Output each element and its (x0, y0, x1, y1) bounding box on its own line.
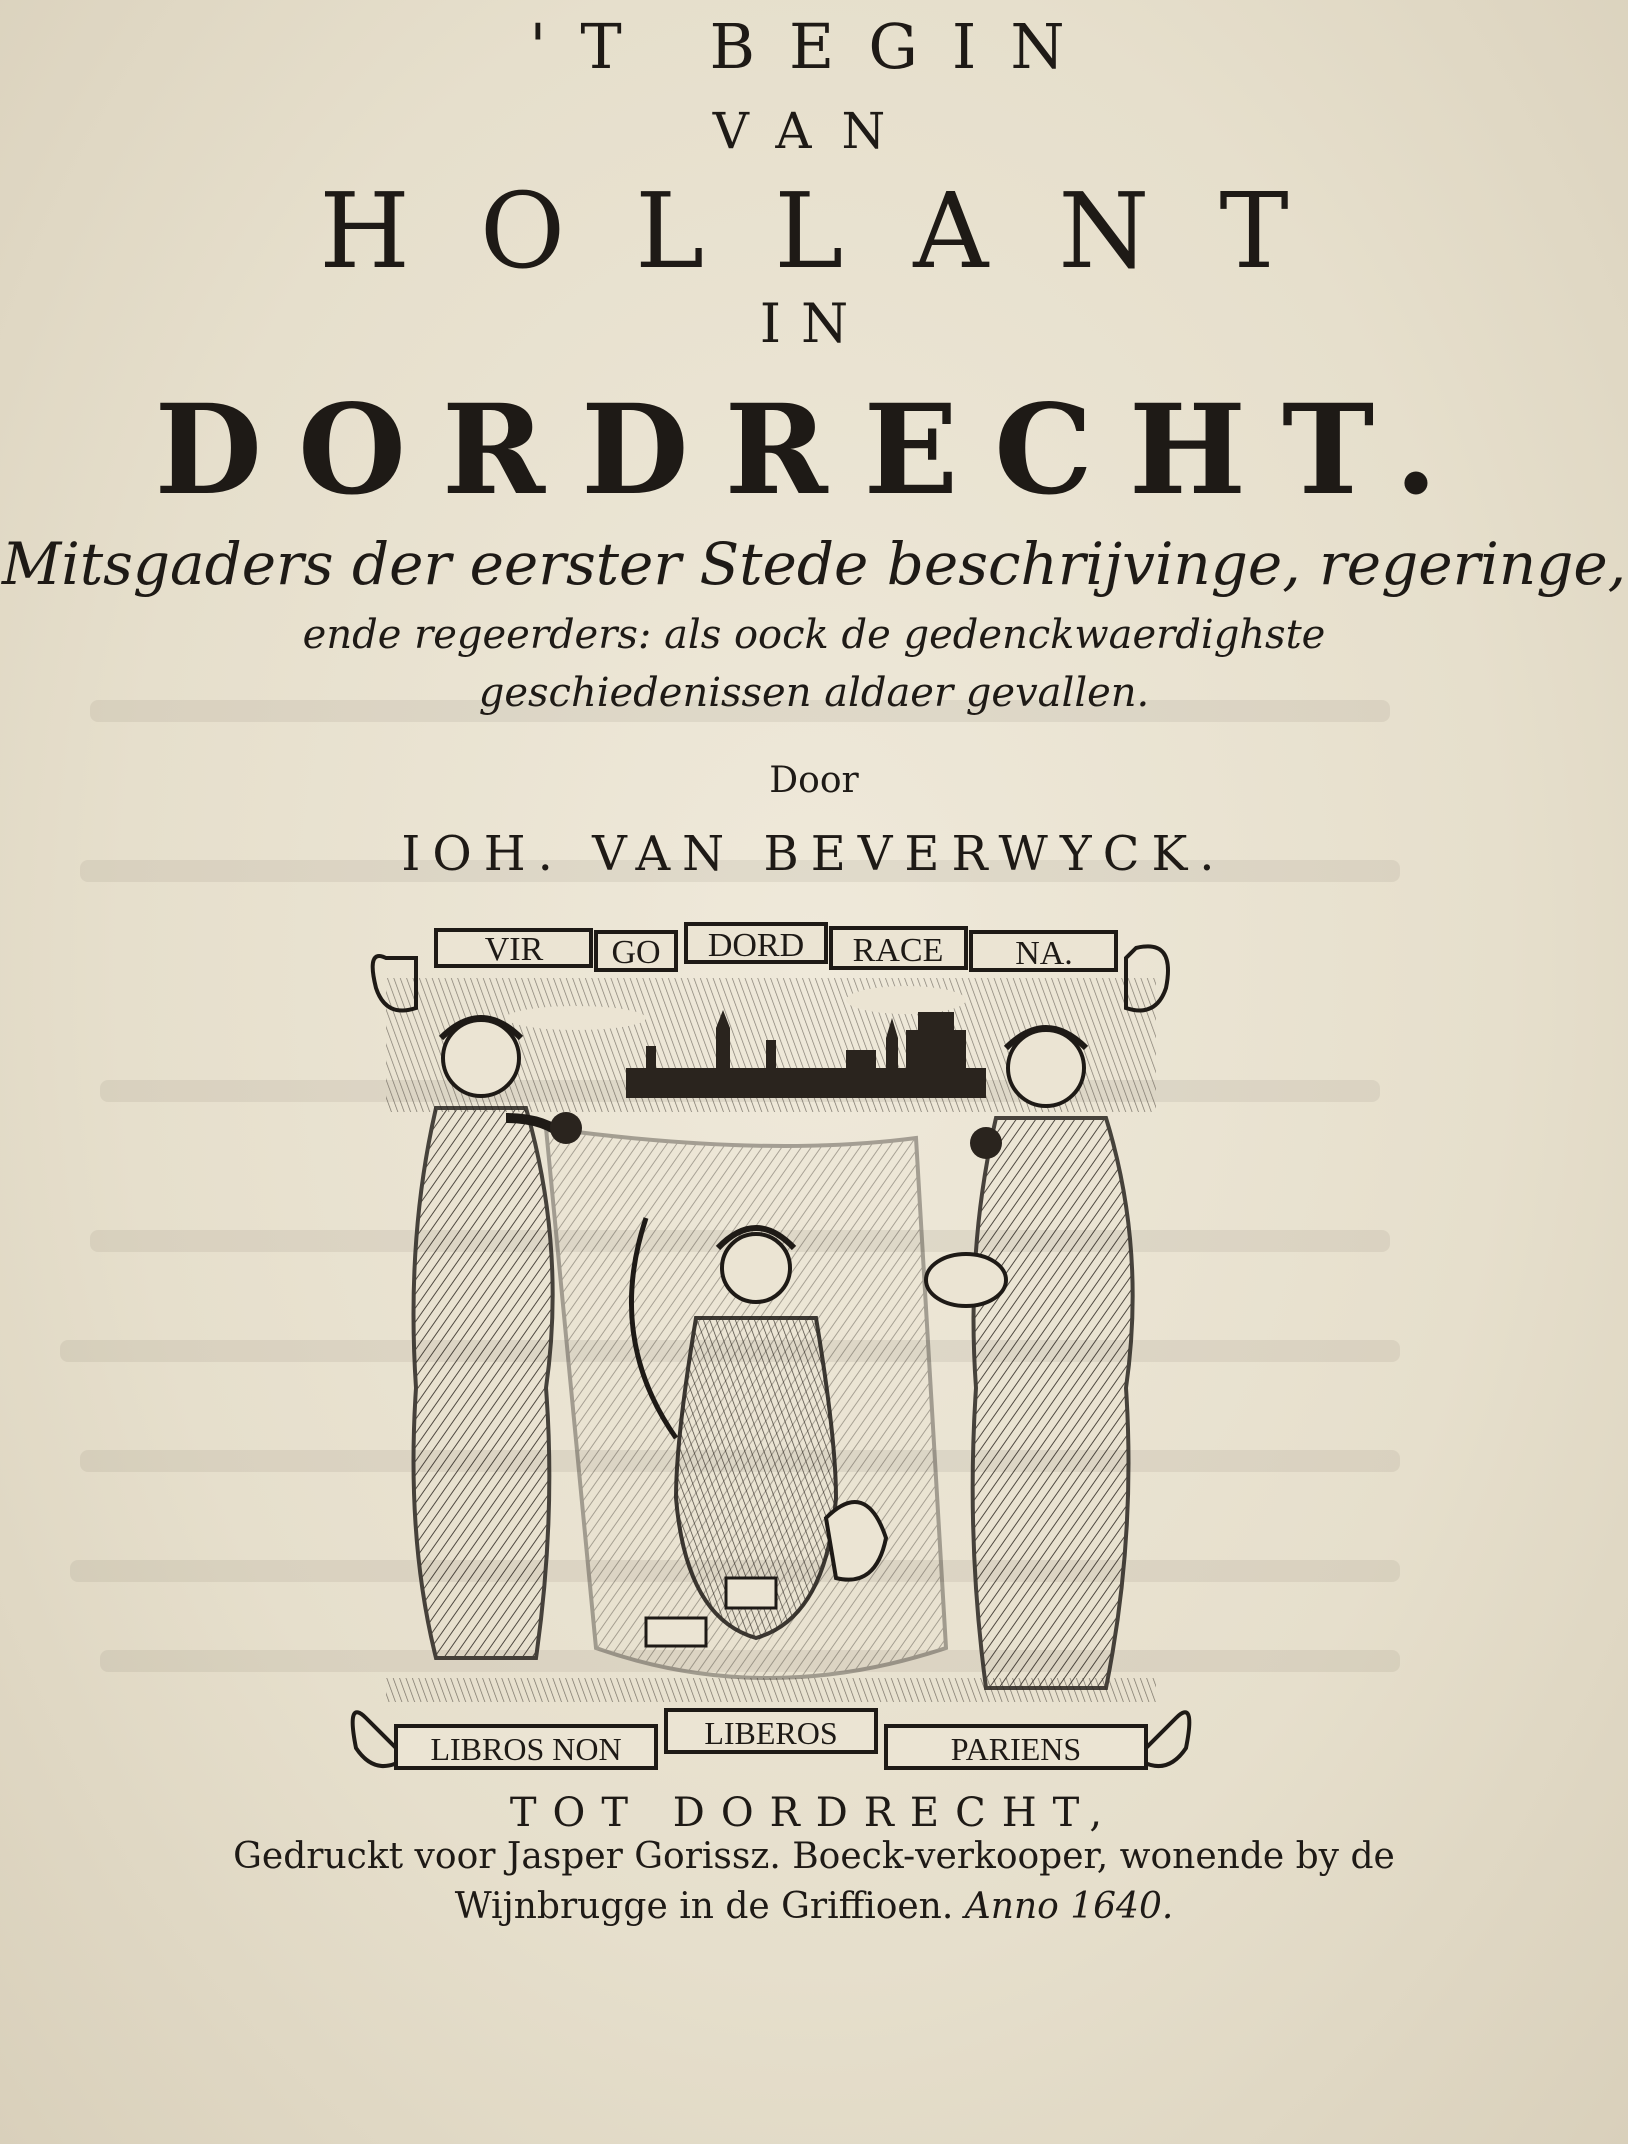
bottom-banner (353, 1710, 1190, 1768)
right-figure (926, 1028, 1133, 1688)
by-line: Door (769, 760, 859, 801)
title-line-tbegin: 'T BEGIN (529, 10, 1099, 83)
printer-address: Wijnbrugge in de Griffioen. (454, 1886, 954, 1927)
subtitle-line-3: geschiedenissen aldaer gevallen. (478, 670, 1150, 716)
banner-word-vir: VIR (484, 931, 544, 968)
banner-phrase-pariens: PARIENS (950, 1731, 1082, 1767)
imprint-place: TOT DORDRECHT, (509, 1790, 1119, 1836)
title-line-hollant: HOLLANT (319, 170, 1359, 292)
banner-phrase-libros-non: LIBROS NON (430, 1731, 622, 1767)
banner-phrase-liberos: LIBEROS (704, 1715, 838, 1751)
printer-line-2 (0, 1886, 1628, 1927)
printers-device-woodcut (346, 918, 1196, 1788)
title-line-dordrecht: DORDRECHT. (154, 378, 1474, 523)
banner-word-na: NA. (1015, 935, 1073, 972)
publication-year: Anno 1640. (964, 1886, 1174, 1927)
printer-line-1: Gedruckt voor Jasper Gorissz. Boeck-verkooper, wonende by de (233, 1836, 1395, 1877)
banner-word-go: GO (611, 934, 661, 971)
banner-word-dord: DORD (707, 927, 805, 964)
subtitle-line-2: ende regeerders: als oock de gedenckwaerdighste (302, 612, 1326, 658)
author-name: IOH. VAN BEVERWYCK. (401, 826, 1227, 882)
title-line-van: VAN (712, 102, 916, 160)
title-line-in: IN (759, 292, 869, 355)
left-figure (414, 1018, 583, 1658)
subtitle-line-1: Mitsgaders der eerster Stede beschrijvinge, regeringe, (1, 530, 1627, 598)
banner-word-race: RACE (852, 932, 944, 969)
